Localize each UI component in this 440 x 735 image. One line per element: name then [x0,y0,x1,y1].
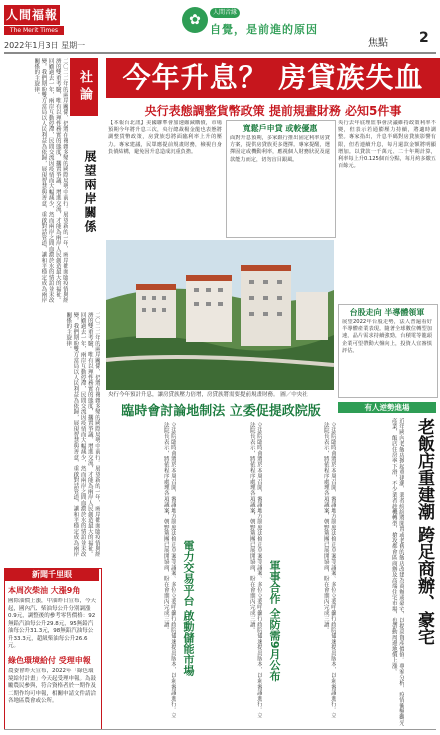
masthead-rule [4,52,436,54]
legislature-body-2: 立法院臨時會將於本周召開，審議地方制度法修正草案等議案。多位立委呼籲行政院儘速提出版本，以利審議進行。立法院長表示，將依程序處理各項議案，朝野黨團已展開協商，盼在會期內完成三讀。 [248,422,262,719]
banner-slogan: 自覺，是前進的原因 [210,23,318,36]
bottom-rule [4,729,436,730]
sidebar-body: 面對升息預期，多家銀行推出固定利率房貸方案，提供房貸族更多選擇。專家提醒，選擇固定或機動利率，應視個人財務狀況及還款能力而定，切勿盲目跟風。 [230,135,330,163]
masthead-logo: 人間福報 [4,5,60,25]
news-item-body: 國際油價上漲，中油昨日宣布，今天起，國內汽、柴油每公升分別調漲0.9元，調整後的參考零售價格：92無鉛汽油每公升29.8元，95無鉛汽油每公升31.3元，98無鉛汽油每公升33.3元，超級柴油每公升26.6元。 [8,598,96,649]
lotus-icon: ✿ [182,7,208,33]
right-story-body: 近年國內老飯店掀起重建潮，業者紛紛將閒置或老舊的飯店改建為商辦或豪宅，以提高資產價值。專家分析，疫情衝擊觀光產業，飯店住房率下滑，不少業者趁機轉型，搶攻都會區商辦及高端住宅市場，也帶動周邊地價上漲。 [390,418,404,726]
buildings-photo [106,240,334,390]
stock-box-title: 台股走向 半導體領軍 [349,308,425,317]
news-item-title: 本周次柴油 大漲9角 [8,586,81,595]
section-name: 焦點 [368,38,388,49]
photo-caption: 央行今年預計升息，讓房貸族壓力倍增，房貸族將需要提前規畫財務。 圖／中央社 [108,392,308,398]
sidebar-title: 寬鬆戶申貸 或較優惠 [242,124,318,133]
main-subhead: 央行表態調整貨幣政策 提前規畫財務 必知5件事 [144,104,402,118]
legislature-headline: 臨時會討論地制法 立委促提政院版 [121,404,321,419]
military-headline: 軍事合作 全防需9月公布 [268,560,281,682]
stock-box-body: 展望2022年台股走勢，法人普遍看好半導體產業表現。隨著全球數位轉型加速，晶片需求持續強勁，台積電等龍頭企業可望帶動大盤向上，投資人宜審慎評估。 [342,319,432,354]
editorial-tag: 社論 [70,58,98,116]
banner-badge: 人間音緣 [210,8,240,18]
news-box-header: 新聞千里眼 [5,569,99,581]
masthead-logo-english: The Merit Times [4,26,64,35]
editorial-body-lower: 二〇二二年的兩岸關係，仍將在複雜多變的國際局勢中前行。展望新的一年，兩岸都面臨疫情與經濟的雙重考驗，唯有以理性務實的態度，擱置爭議、增進交流，才能為兩岸人民創造最大的福祉。回顧過去一年，兩岸互動停滯，民間交流因疫情而大幅減少，然而兩岸之間血濃於水的情誼並未改變。我們期盼雙方當局以人民利益為依歸，展現智慧與善意，重啟對話管道，讓和平穩定成為兩岸關係的主旋律。 [65,312,100,558]
editorial-body-upper: 二〇二二年的兩岸關係，仍將在複雜多變的國際局勢中前行。展望新的一年，兩岸都面臨疫情與經濟的雙重考驗，唯有以理性務實的態度，擱置爭議、增進交流，才能為兩岸人民創造最大的福祉。回顧過去一年，兩岸互動停滯，民間交流因疫情而大幅減少，然而兩岸之間血濃於水的情誼並未改變。我們期盼雙方當局以人民利益為依歸，展現智慧與善意，重啟對話管道，讓和平穩定成為兩岸關係的主旋律。 [33,58,68,304]
right-story-band: 有人逆勢進場 [338,402,436,413]
right-story-headline: 老飯店重建潮 跨足商辦、豪宅 [414,418,434,645]
main-right-text: 央行去年底理監事會決議維持政策利率不變，但表示若通膨壓力持續，將適時調整。專家指出，升息半碼對房貸族影響有限，但若連續升息，每月還款金額將明顯增加。以貸款一千萬元、二十年期計算，利率每上升0.125個百分點，每月約多繳五百餘元。 [338,120,436,170]
editorial-title: 展望兩岸關係 [83,150,97,234]
legislature-body-3: 立法院臨時會將於本周召開，審議地方制度法修正草案等議案。多位立委呼籲行政院儘速提出版本，以利審議進行。立法院長表示，將依程序處理各項議案，朝野黨團已展開協商，盼在會期內完成三讀。 [322,422,336,719]
news-item-title: 綠色環境給付 受理申報 [8,656,91,665]
dateline: 2022年1月3日 星期一 [4,41,86,50]
page-number: 2 [419,30,429,46]
legislature-body: 立法院臨時會將於本周召開，審議地方制度法修正草案等議案。多位立委呼籲行政院儘速提出版本，以利審議進行。立法院長表示，將依程序處理各項議案，朝野黨團已展開協商，盼在會期內完成三讀。 [162,422,176,719]
main-headline: 今年升息？ 房貸族失血 [122,61,424,94]
main-lead-text: 【本報台北訊】美國聯準會加速縮減購債，市場預期今年將升息三次，央行總裁楊金龍也表態將調整貨幣政策，房貸族恐將面臨利率上升的壓力。專家建議，民眾應提前規畫財務，檢視自身負債結構，避免因升息造成沉重負擔。 [108,120,222,155]
news-item-body: 農委會昨天宣布，2022年「綠色環境給付計畫」今天起受理申報。為鼓勵農民參與，符合資格者於一期作及二期作均可申報，相關申請文件請洽各地區農會或公所。 [8,668,96,704]
power-market-headline: 電力交易平台 啟動儲能市場 [182,540,195,676]
